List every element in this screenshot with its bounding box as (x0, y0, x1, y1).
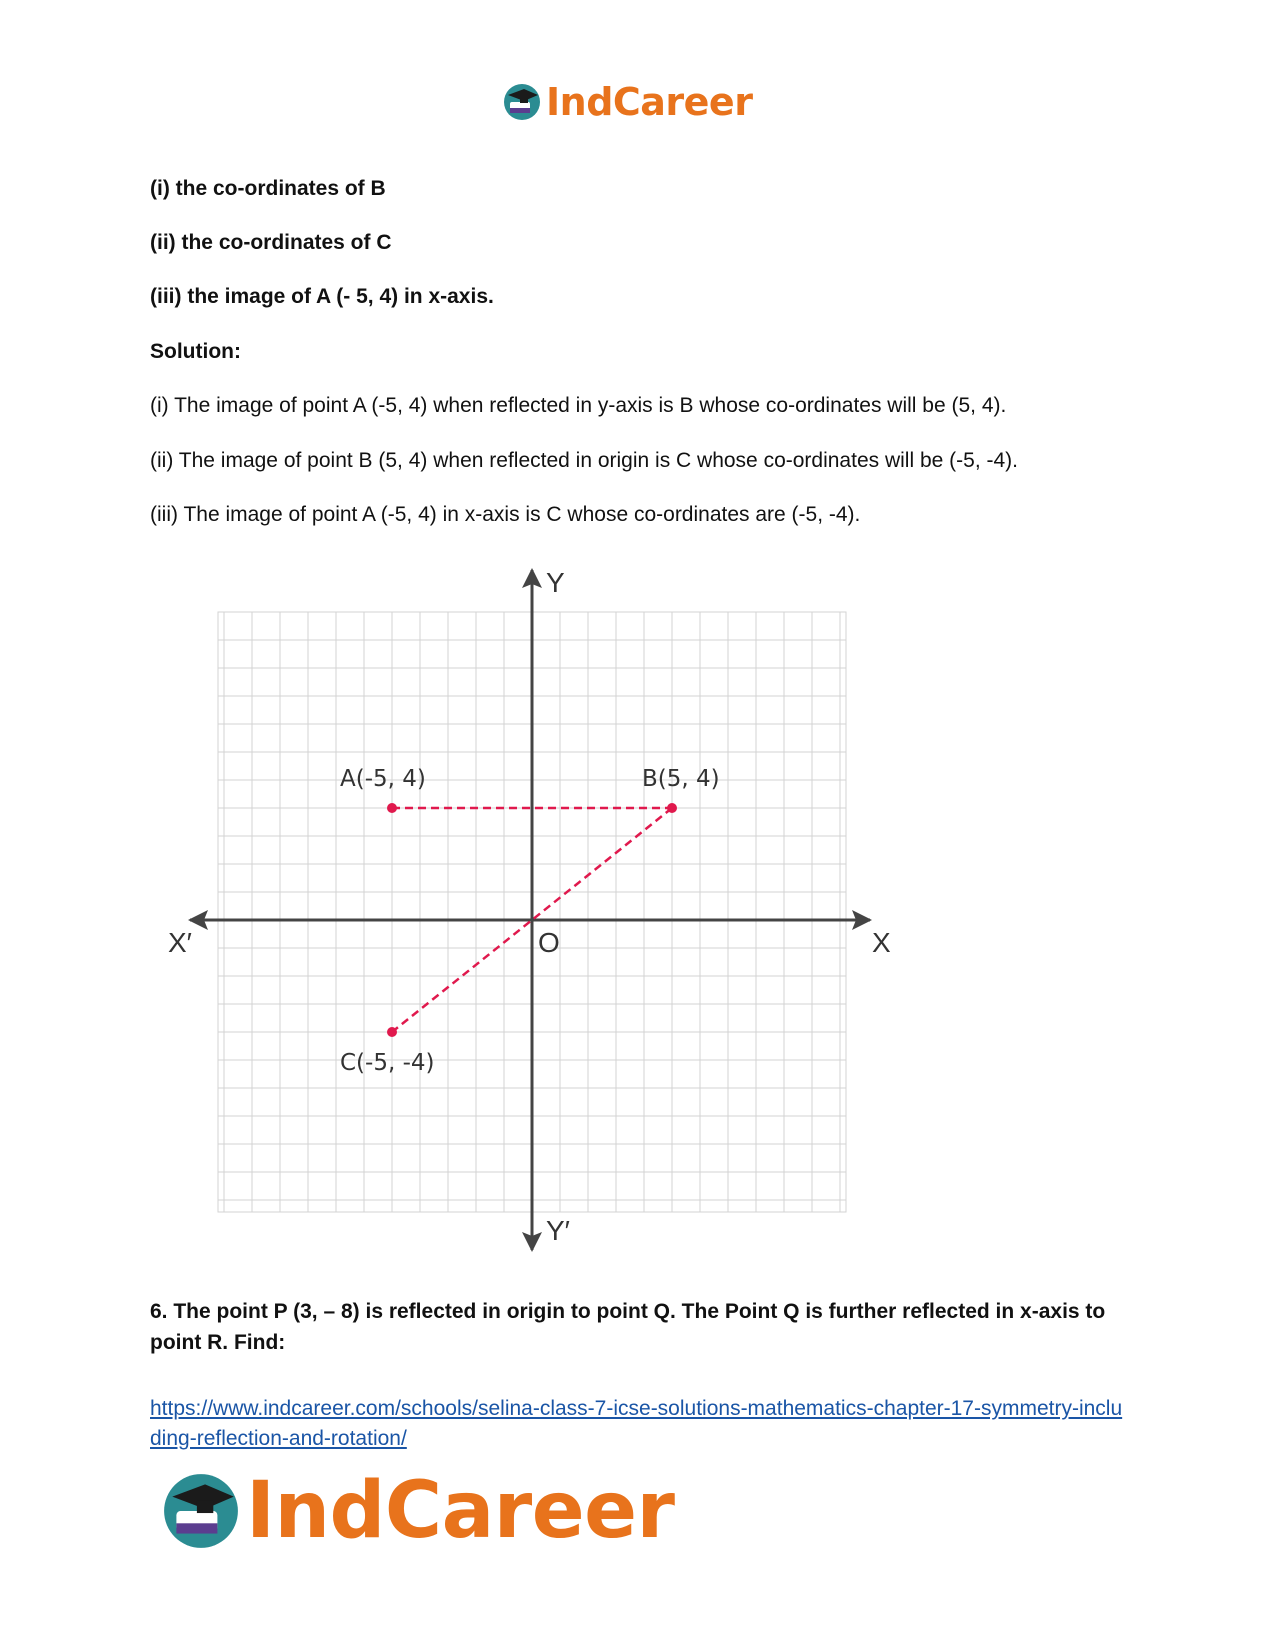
solution-line-ii: (ii) The image of point B (5, 4) when reflected in origin is C whose co-ordinates will be (-5, -4). (150, 449, 1018, 472)
y-axis-label: Y (546, 567, 565, 598)
footer-logo (160, 1466, 675, 1556)
solution-line-iii: (iii) The image of point A (-5, 4) in x-axis is C whose co-ordinates are (-5, -4). (150, 503, 861, 526)
brand-name: IndCareer (246, 1466, 675, 1556)
brand-name: IndCareer (546, 80, 753, 124)
origin-label: O (538, 927, 560, 958)
question-iii: (iii) the image of A (- 5, 4) in x-axis. (150, 285, 494, 308)
x-neg-axis-label: X′ (168, 927, 192, 958)
reflection-graph (150, 560, 910, 1260)
x-axis-label: X (872, 927, 891, 958)
axes (168, 567, 891, 1252)
point-label: B(5, 4) (642, 766, 720, 792)
source-link[interactable]: https://www.indcareer.com/schools/selina-class-7-icse-solutions-mathematics-chapter-17-symmetry-including-reflection-and-rotation/ (150, 1397, 1123, 1450)
question-6: 6. The point P (3, – 8) is reflected in origin to point Q. The Point Q is further reflected in x-axis to point R. Find: (150, 1300, 1106, 1354)
graduation-cap-book-icon (502, 82, 542, 122)
graduation-cap-book-icon (160, 1470, 242, 1552)
point-label: C(-5, -4) (340, 1050, 435, 1076)
solution-heading: Solution: (150, 340, 241, 363)
question-ii: (ii) the co-ordinates of C (150, 231, 392, 254)
question-i: (i) the co-ordinates of B (150, 177, 386, 200)
solution-line-i: (i) The image of point A (-5, 4) when reflected in y-axis is B whose co-ordinates will be (5, 4). (150, 394, 1007, 417)
point-marker (387, 1027, 397, 1037)
y-neg-axis-label: Y′ (546, 1215, 570, 1246)
point-marker (387, 803, 397, 813)
point-label: A(-5, 4) (340, 766, 426, 792)
header-logo (502, 80, 752, 124)
point-marker (667, 803, 677, 813)
